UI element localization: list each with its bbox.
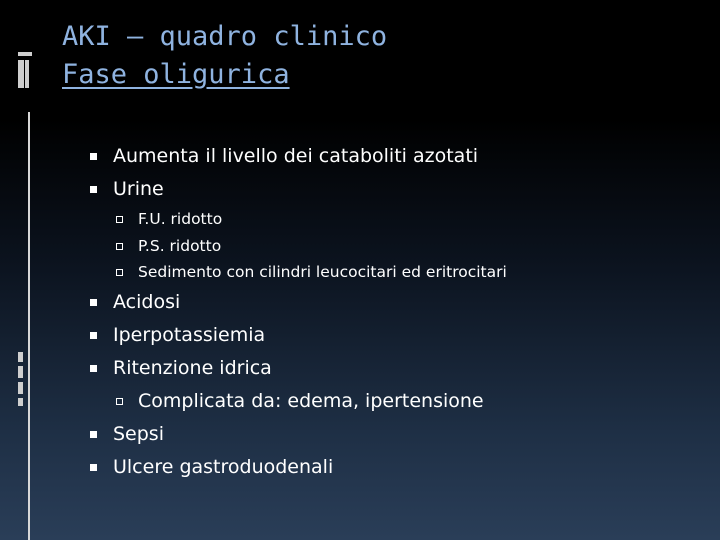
bullet-text: Ritenzione idrica [113,356,272,379]
square-bullet-icon [90,365,97,372]
deco-bar-top-left-3 [25,60,29,88]
sub-bullet-item [0,259,720,286]
bullet-item [0,352,720,385]
square-bullet-icon [90,332,97,339]
square-bullet-icon [90,299,97,306]
bullet-item [0,173,720,206]
deco-bar-top-left-1 [18,52,32,56]
square-bullet-icon [90,186,97,193]
bullet-item [0,418,720,451]
slide-title: AKI – quadro clinico [62,21,388,52]
title-block [62,18,387,94]
bullet-text: Sepsi [113,422,164,445]
bullet-text: Acidosi [113,290,181,313]
hollow-square-bullet-icon [116,269,123,276]
bullet-text: Sedimento con cilindri leucocitari ed eritrocitari [138,263,507,281]
sub-bullet-item [0,233,720,260]
square-bullet-icon [90,153,97,160]
bullet-text: Iperpotassiemia [113,323,266,346]
hollow-square-bullet-icon [116,216,123,223]
deco-bar-top-left-2 [18,60,24,88]
slide-subtitle: Fase oligurica [62,59,290,90]
sub-bullet-item [0,385,720,418]
square-bullet-icon [90,464,97,471]
bullet-text: F.U. ridotto [138,210,223,228]
bullet-list [0,140,720,484]
bullet-item [0,286,720,319]
bullet-text: Urine [113,178,164,200]
bullet-text: Complicata da: edema, ipertensione [138,389,484,412]
bullet-text: Ulcere gastroduodenali [113,455,334,478]
sub-bullet-item [0,206,720,233]
bullet-item [0,140,720,173]
bullet-text: P.S. ridotto [138,236,222,255]
hollow-square-bullet-icon [116,243,123,250]
bullet-item [0,451,720,484]
hollow-square-bullet-icon [116,398,123,405]
bullet-text: Aumenta il livello dei cataboliti azotati [113,145,479,167]
bullet-item [0,319,720,352]
square-bullet-icon [90,431,97,438]
